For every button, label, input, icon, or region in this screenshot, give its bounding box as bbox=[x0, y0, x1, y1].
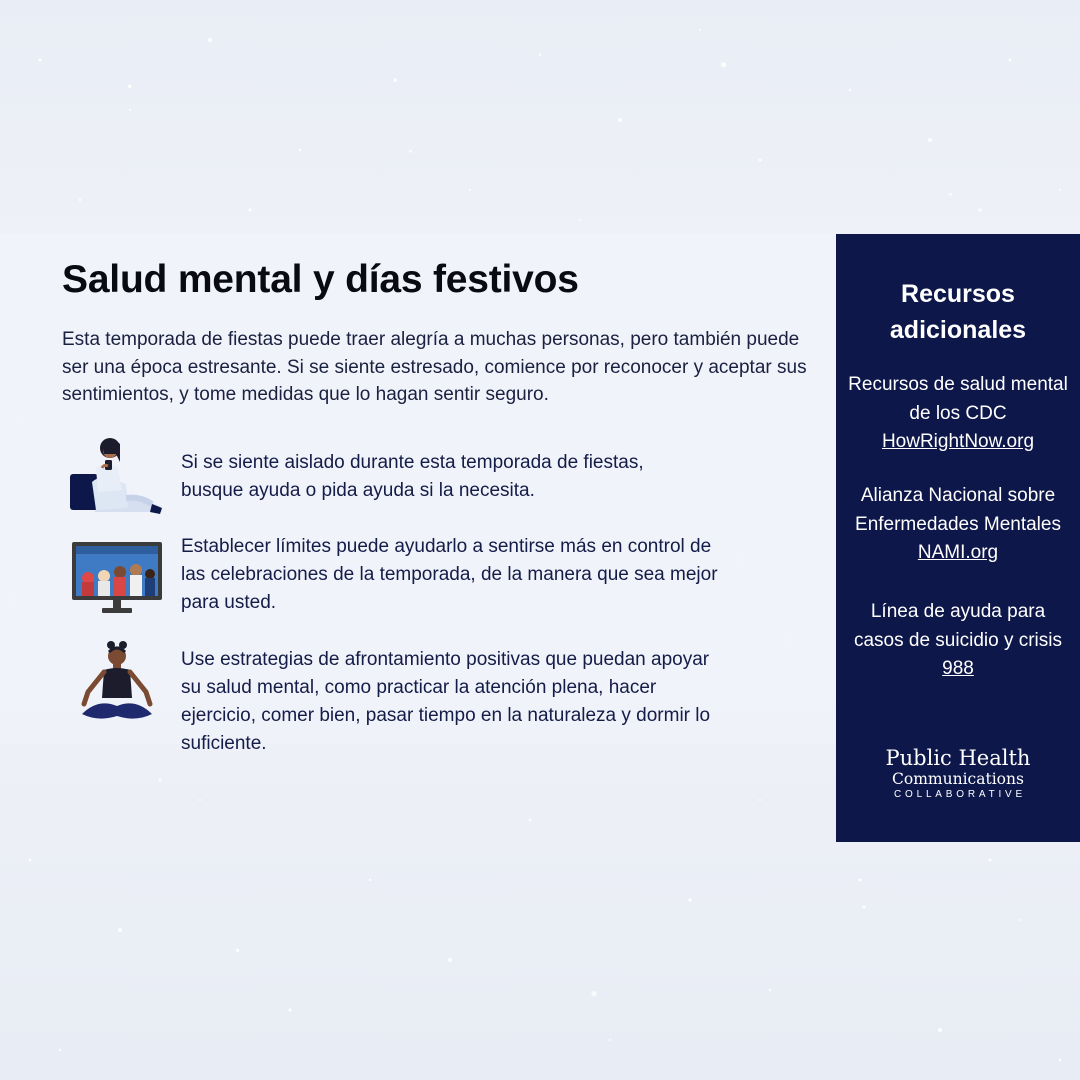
woman-on-phone-icon bbox=[66, 432, 166, 516]
logo-line-1: Public Health bbox=[885, 746, 1031, 770]
resource-nami-text: Alianza Nacional sobre Enfermedades Mentales bbox=[855, 485, 1061, 535]
resource-988 bbox=[846, 598, 1070, 684]
intro-paragraph: Esta temporada de fiestas puede traer alegría a muchas personas, pero también puede ser una época estresante. Si se siente estresado, comience por reconocer y aceptar sus sentimientos, y tome medidas que lo hagan sentir seguro. bbox=[62, 329, 807, 405]
sidebar-title: Recursos adicionales bbox=[889, 280, 1027, 344]
logo-line-2: Communications bbox=[892, 770, 1024, 788]
resources-sidebar bbox=[836, 234, 1080, 842]
resource-nami bbox=[846, 482, 1070, 568]
page-title: Salud mental y días festivos bbox=[62, 258, 579, 301]
phcc-logo bbox=[836, 746, 1080, 802]
nami-link[interactable]: NAMI.org bbox=[917, 542, 999, 563]
howrightnow-link[interactable]: HowRightNow.org bbox=[881, 431, 1035, 452]
tip-coping: Use estrategias de afrontamiento positivas que puedan apoyar su salud mental, como practicar la atención plena, hacer ejercicio, comer bien, pasar tiempo en la naturaleza y dormir lo suficiente. bbox=[181, 649, 711, 754]
resource-988-text: Línea de ayuda para casos de suicidio y crisis bbox=[853, 601, 1063, 651]
tip-isolation: Si se siente aislado durante esta temporada de fiestas, busque ayuda o pida ayuda si la necesita. bbox=[181, 452, 644, 501]
logo-line-3: COLLABORATIVE bbox=[893, 789, 1027, 800]
meditating-person-icon bbox=[78, 640, 156, 722]
tip-boundaries: Establecer límites puede ayudarlo a sentirse más en control de las celebraciones de la temporada, de la manera que sea mejor para usted. bbox=[181, 536, 718, 613]
988-link[interactable]: 988 bbox=[942, 658, 974, 679]
video-call-monitor-icon bbox=[70, 540, 164, 616]
resource-cdc-text: Recursos de salud mental de los CDC bbox=[848, 374, 1068, 424]
resource-cdc bbox=[846, 371, 1070, 457]
